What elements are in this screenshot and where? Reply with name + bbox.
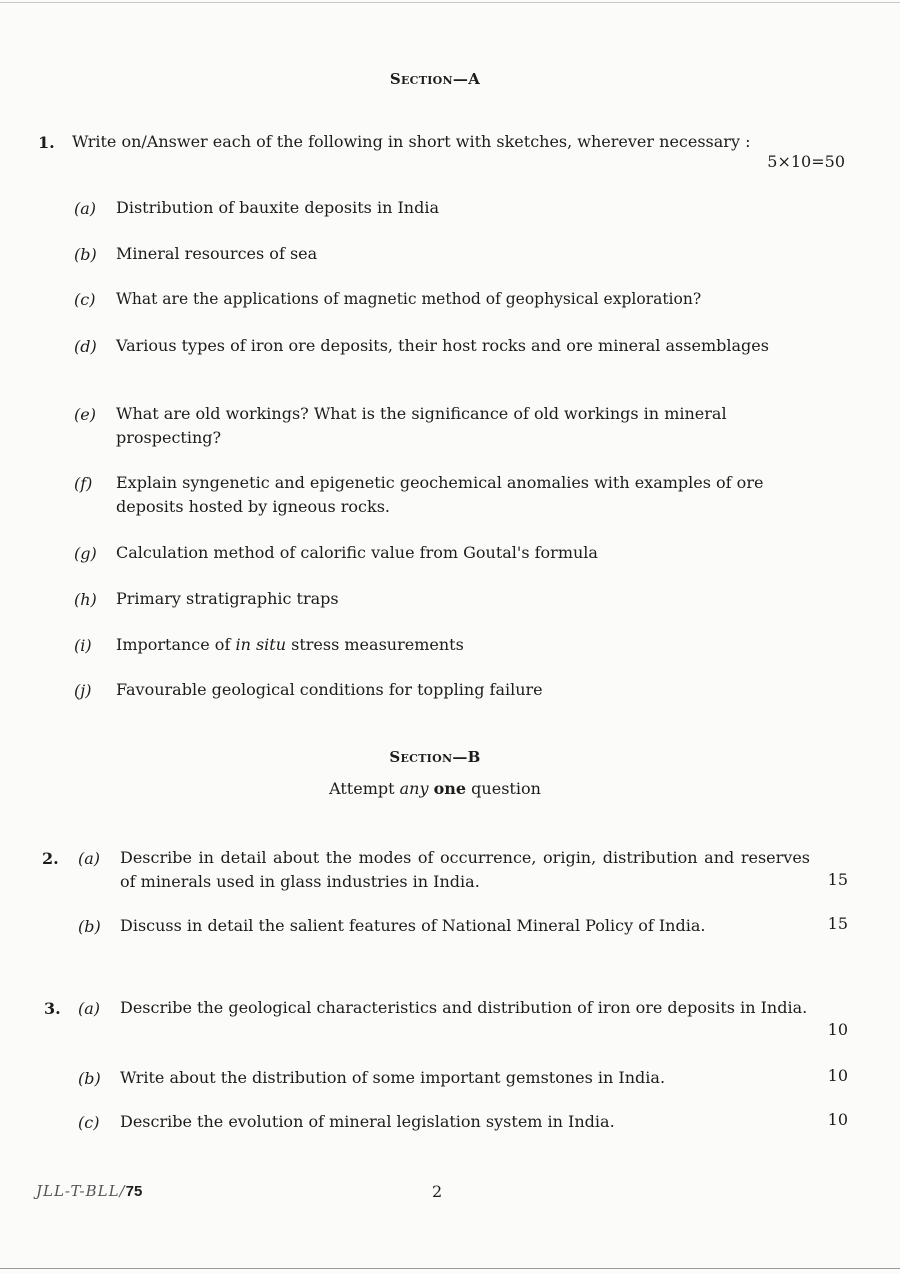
question-3a-label: (a) <box>78 999 101 1018</box>
question-3c-label: (c) <box>78 1113 100 1132</box>
item-i-text-before: Importance of <box>116 635 236 654</box>
question-2a-text: Describe in detail about the modes of occurrence, origin, distribution and reserves of minerals used in glass industries in India. <box>120 848 810 891</box>
question-3a-marks: 10 <box>827 1020 848 1039</box>
paper-code <box>36 1182 142 1200</box>
question-3b-marks: 10 <box>827 1066 848 1085</box>
question-3c-text: Describe the evolution of mineral legislation system in India. <box>120 1112 615 1131</box>
question-2b-text: Discuss in detail the salient features of National Mineral Policy of India. <box>120 916 706 935</box>
item-f-label: (f) <box>74 474 93 493</box>
question-3b-label: (b) <box>78 1069 101 1088</box>
item-c-label: (c) <box>74 290 96 309</box>
question-3b-text: Write about the distribution of some important gemstones in India. <box>120 1068 666 1087</box>
item-c-text: What are the applications of magnetic method of geophysical exploration? <box>116 290 702 308</box>
question-2a-marks: 15 <box>827 870 848 889</box>
instruction-bold: one <box>433 779 467 798</box>
question-2b-label: (b) <box>78 917 101 936</box>
item-h-text: Primary stratigraphic traps <box>116 589 339 608</box>
instruction-before: Attempt <box>329 779 400 798</box>
paper-code-prefix: JLL-T-BLL/ <box>36 1182 126 1200</box>
item-i-text-italic: in situ <box>235 635 287 654</box>
question-3-number: 3. <box>44 999 61 1018</box>
paper-code-number: 75 <box>125 1183 143 1200</box>
bottom-edge-line <box>0 1268 900 1269</box>
item-a-label: (a) <box>74 199 97 218</box>
item-e-text: What are old workings? What is the significance of old workings in mineral prospecting? <box>116 404 727 447</box>
question-3c-marks: 10 <box>827 1110 848 1129</box>
question-2-number: 2. <box>42 849 59 868</box>
item-d-label: (d) <box>74 337 97 356</box>
item-g-text: Calculation method of calorific value from Goutal's formula <box>116 543 598 562</box>
item-h-label: (h) <box>74 590 97 609</box>
item-f-text: Explain syngenetic and epigenetic geochemical anomalies with examples of ore deposits hosted by igneous rocks. <box>116 473 764 516</box>
question-3a-text: Describe the geological characteristics and distribution of iron ore deposits in India. <box>120 998 808 1017</box>
section-a-title: Section—A <box>389 70 481 88</box>
page-number: 2 <box>432 1182 443 1201</box>
item-b-label: (b) <box>74 245 97 264</box>
item-i-text-after: stress measurements <box>286 635 464 654</box>
item-d-text: Various types of iron ore deposits, their host rocks and ore mineral assemblages <box>116 336 769 355</box>
item-i-label: (i) <box>74 636 92 655</box>
question-1-number: 1. <box>38 133 55 152</box>
item-j-text: Favourable geological conditions for toppling failure <box>116 680 543 699</box>
instruction-after: question <box>466 779 541 798</box>
item-j-label: (j) <box>74 681 92 700</box>
question-2b-marks: 15 <box>827 914 848 933</box>
instruction-italic: any <box>399 779 429 798</box>
item-b-text: Mineral resources of sea <box>116 244 318 263</box>
question-2a-label: (a) <box>78 849 101 868</box>
item-i-text <box>116 633 806 657</box>
top-edge-line <box>0 2 900 3</box>
section-b-instruction <box>0 779 870 798</box>
question-1-text: Write on/Answer each of the following in short with sketches, wherever necessary : <box>72 132 751 151</box>
question-1-marks: 5×10=50 <box>767 152 845 171</box>
item-e-label: (e) <box>74 405 96 424</box>
section-b-title: Section—B <box>389 748 481 766</box>
item-a-text: Distribution of bauxite deposits in India <box>116 198 439 217</box>
item-g-label: (g) <box>74 544 97 563</box>
